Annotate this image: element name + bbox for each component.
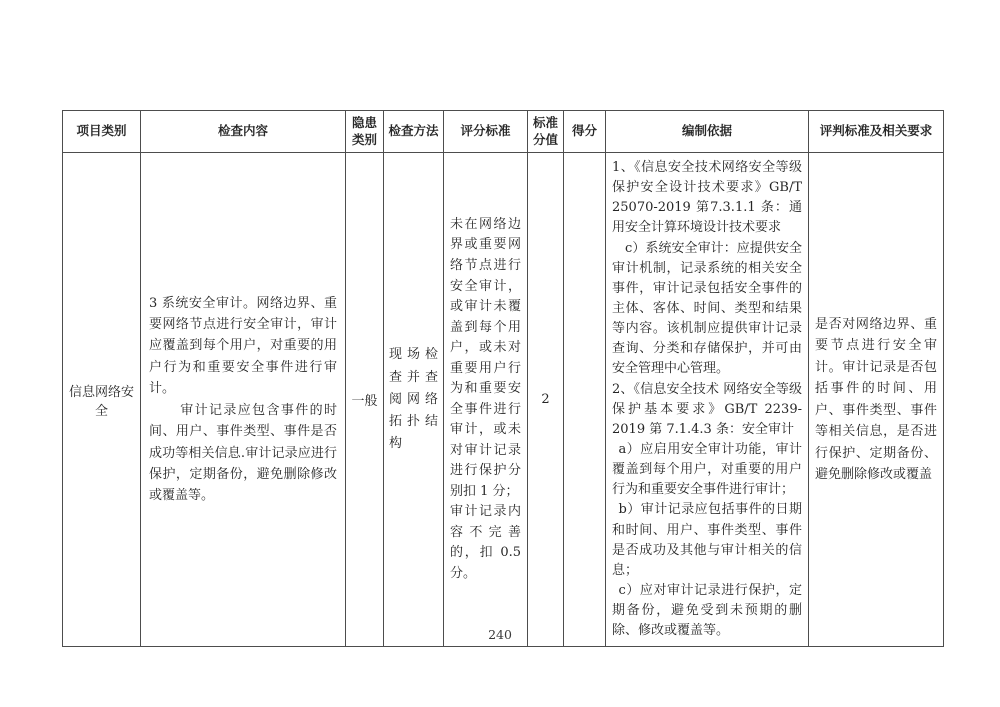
header-scoring-standard: 评分标准	[444, 111, 528, 153]
page-number: 240	[488, 627, 512, 642]
basis-paragraph-4: a）应启用安全审计功能，审计覆盖到每个用户，对重要的用户行为和重要安全事件进行审计；	[612, 441, 802, 498]
basis-paragraph-5: b）审计记录应包括事件的日期和时间、用户、事件类型、事件是否成功及其他与审计相关的信息；	[612, 502, 802, 578]
basis-paragraph-6: c）应对审计记录进行保护，定期备份，避免受到未预期的删除、修改或覆盖等。	[612, 582, 802, 639]
scoring-standard-paragraph-1: 未在网络边界或重要网络节点进行安全审计，或审计未覆盖到每个用户，或未对重要用户行为和重要安全事件进行审计，或未对审计记录进行保护分别扣 1 分；	[450, 216, 521, 499]
table-header-row	[63, 111, 944, 153]
header-compilation-basis: 编制依据	[606, 111, 809, 153]
header-judgment-standard: 评判标准及相关要求	[809, 111, 944, 153]
header-standard-score: 标准分值	[528, 111, 564, 153]
table-row	[63, 153, 944, 647]
cell-project-category: 信息网络安全	[63, 153, 141, 647]
cell-inspection-method: 现场检查并查阅网络拓扑结构	[384, 153, 444, 647]
header-inspection-method: 检查方法	[384, 111, 444, 153]
cell-inspection-content	[141, 153, 346, 647]
cell-score	[564, 153, 606, 647]
cell-scoring-standard	[444, 153, 528, 647]
inspection-content-paragraph-1: 3 系统安全审计。网络边界、重要网络节点进行安全审计，审计应覆盖到每个用户，对重要的用户行为和重要安全事件进行审计。	[149, 295, 337, 397]
cell-judgment-standard: 是否对网络边界、重要节点进行安全审计。审计记录是否包括事件的时间、用户、事件类型、事件等相关信息，是否进行保护、定期备份、避免删除修改或覆盖	[809, 153, 944, 647]
audit-checklist-table	[62, 110, 944, 647]
basis-paragraph-2: c）系统安全审计：应提供安全审计机制，记录系统的相关安全事件，审计记录包括安全事件的主体、客体、时间、类型和结果等内容。该机制应提供审计记录查询、分类和存储保护，并可由安全管理中心管理。	[612, 240, 802, 377]
inspection-content-paragraph-2: 审计记录应包含事件的时间、用户、事件类型、事件是否成功等相关信息.审计记录应进行保护，定期备份，避免删除修改或覆盖等。	[149, 402, 337, 504]
header-project-category: 项目类别	[63, 111, 141, 153]
basis-paragraph-3: 2、《信息安全技术 网络安全等级保护基本要求》GB/T 2239-2019 第 7.1.4.3 条：安全审计	[612, 381, 802, 437]
cell-hazard-category: 一般	[346, 153, 384, 647]
scoring-standard-paragraph-2: 审计记录内容不完善的，扣 0.5 分。	[450, 504, 521, 581]
basis-paragraph-1: 1、《信息安全技术网络安全等级保护安全设计技术要求》GB/T 25070-2019 第7.3.1.1 条：通用安全计算环境设计技术要求	[612, 160, 802, 236]
cell-standard-score: 2	[528, 153, 564, 647]
header-hazard-category: 隐患类别	[346, 111, 384, 153]
header-score: 得分	[564, 111, 606, 153]
header-inspection-content: 检查内容	[141, 111, 346, 153]
cell-compilation-basis	[606, 153, 809, 647]
